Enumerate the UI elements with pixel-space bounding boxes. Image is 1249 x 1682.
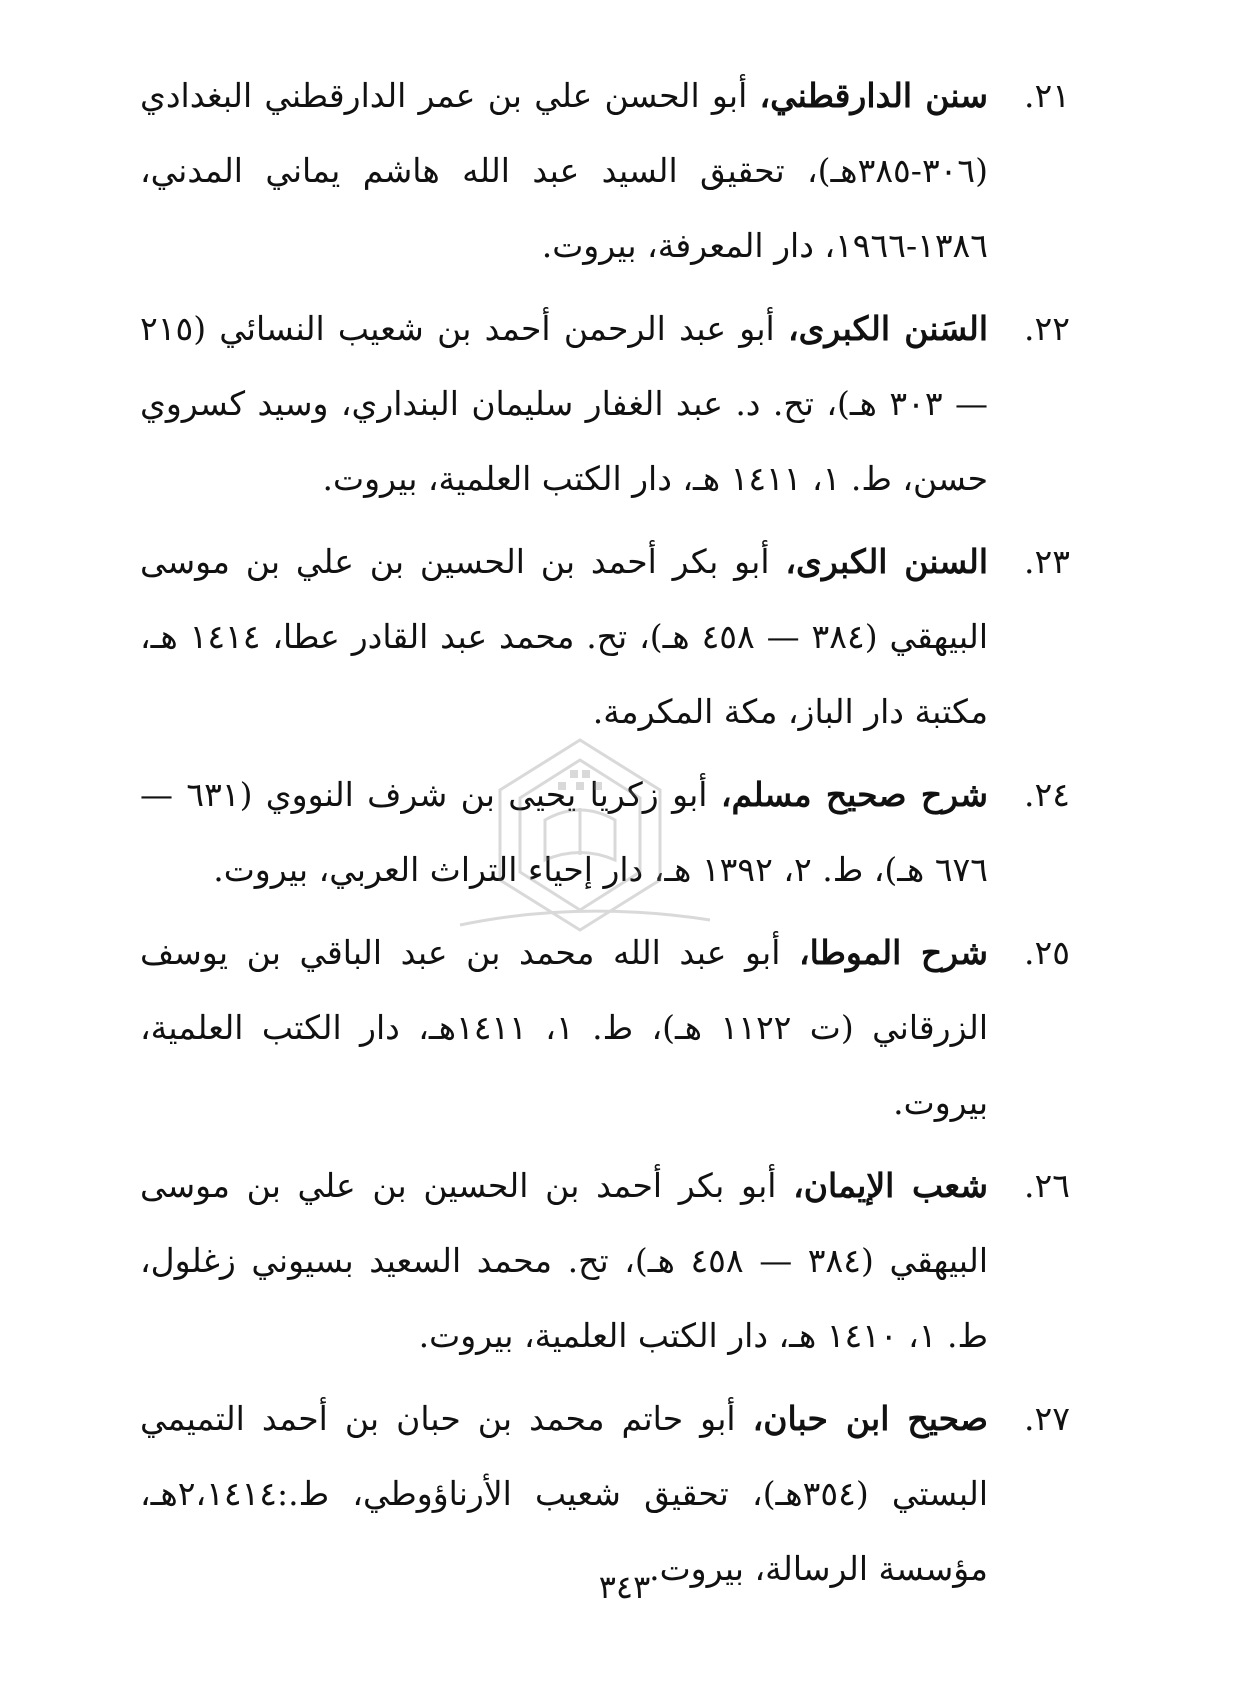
- bibliography-entry-23: [140, 524, 1070, 749]
- entry-number: ٢٥.: [1024, 933, 1070, 972]
- library-seal-watermark: [430, 730, 730, 950]
- entry-details: أبو حاتم محمد بن حبان بن أحمد التميمي البستي (٣٥٤هـ)، تحقيق شعيب الأرناؤوطي، ط.:٢،١٤١٤هـ، مؤسسة الرسالة، بيروت.: [140, 1399, 988, 1588]
- entry-title: السنن الكبرى،: [785, 542, 988, 581]
- entry-details: أبو عبد الرحمن أحمد بن شعيب النسائي (٢١٥ — ٣٠٣ هـ)، تح. د. عبد الغفار سليمان البنداري، وسيد كسروي حسن، ط. ١، ١٤١١ هـ، دار الكتب العلمية، بيروت.: [140, 309, 988, 498]
- entry-title: السَنن الكبرى،: [787, 309, 989, 348]
- entry-number: ٢٧.: [1024, 1399, 1070, 1438]
- entry-title: شرح الموطا،: [798, 933, 989, 972]
- bibliography-entry-21: [140, 58, 1070, 283]
- page-number: ٣٤٣: [598, 1568, 651, 1606]
- entry-number: ٢٣.: [1024, 542, 1070, 581]
- entry-details: أبو بكر أحمد بن الحسين بن علي بن موسى البيهقي (٣٨٤ — ٤٥٨ هـ)، تح. محمد عبد القادر عطا، ١٤١٤ هـ، مكتبة دار الباز، مكة المكرمة.: [140, 542, 988, 731]
- entry-title: شرح صحيح مسلم،: [720, 775, 988, 814]
- entry-details: أبو الحسن علي بن عمر الدارقطني البغدادي (٣٠٦-٣٨٥هـ)، تحقيق السيد عبد الله هاشم يماني المدني، ١٣٨٦-١٩٦٦، دار المعرفة، بيروت.: [140, 76, 988, 265]
- bibliography-entry-26: [140, 1148, 1070, 1373]
- entry-title: شعب الإيمان،: [793, 1166, 988, 1205]
- entry-number: ٢٢.: [1024, 309, 1070, 348]
- entry-title: سنن الدارقطني،: [759, 76, 989, 115]
- bibliography-entry-22: [140, 291, 1070, 516]
- entry-details: أبو زكريا يحيى بن شرف النووي (٦٣١ — ٦٧٦ هـ)، ط. ٢، ١٣٩٢ هـ، دار إحياء التراث العربي، بيروت.: [140, 775, 988, 889]
- entry-title: صحيح ابن حبان،: [752, 1399, 988, 1438]
- entry-details: أبو بكر أحمد بن الحسين بن علي بن موسى البيهقي (٣٨٤ — ٤٥٨ هـ)، تح. محمد السعيد بسيوني زغلول، ط. ١، ١٤١٠ هـ، دار الكتب العلمية، بيروت.: [140, 1166, 988, 1355]
- entry-details: أبو عبد الله محمد بن عبد الباقي بن يوسف الزرقاني (ت ١١٢٢ هـ)، ط. ١، ١٤١١هـ، دار الكتب العلمية، بيروت.: [140, 933, 989, 1122]
- entry-number: ٢٦.: [1024, 1166, 1070, 1205]
- entry-number: ٢٤.: [1024, 775, 1070, 814]
- entry-number: ٢١.: [1024, 76, 1070, 115]
